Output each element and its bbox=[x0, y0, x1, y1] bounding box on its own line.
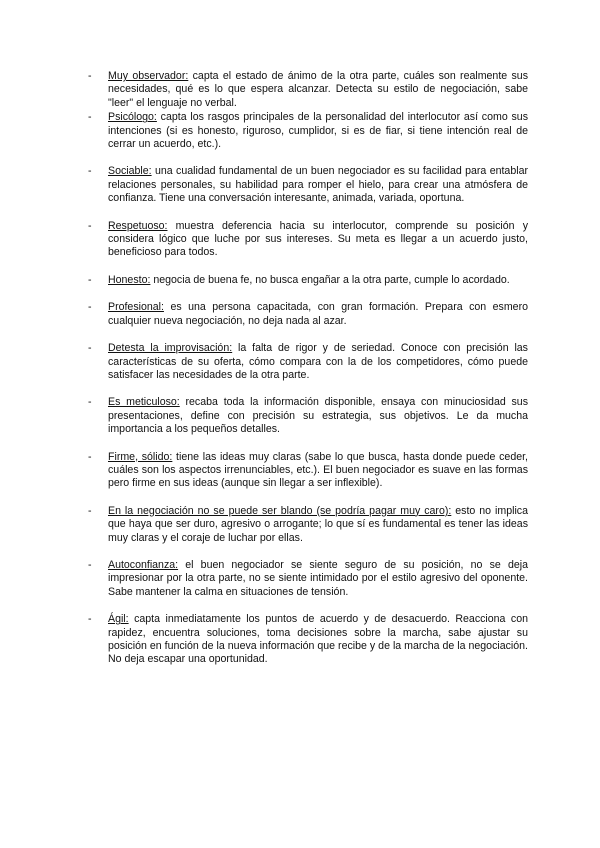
item-term: Es meticuloso: bbox=[108, 396, 180, 409]
list-item bbox=[88, 342, 528, 382]
item-term: Psicólogo: bbox=[108, 111, 157, 124]
item-term: Honesto: bbox=[108, 273, 151, 286]
item-term: Autoconfianza: bbox=[108, 558, 179, 571]
item-text: es una persona capacitada, con gran formación. Prepara con esmero cualquier nueva negociación, no deja nada al azar. bbox=[108, 301, 528, 327]
item-text: esto no implica que haya que ser duro, agresivo o arrogante; lo que sí es fundamental es tener las ideas muy claras y el coraje de luchar por ellas. bbox=[108, 504, 528, 544]
item-text: tiene las ideas muy claras (sabe lo que busca, hasta donde puede ceder, cuáles son los aspectos irrenunciables, etc.). El buen negociador es suave en las formas pero firme en sus ideas (aunque sin llegar a ser inflexible). bbox=[108, 450, 528, 490]
item-term: Detesta la improvisación: bbox=[108, 342, 233, 355]
list-item bbox=[88, 451, 528, 491]
list-item bbox=[88, 396, 528, 436]
item-term: Respetuoso: bbox=[108, 219, 168, 232]
list-item bbox=[88, 220, 528, 260]
item-term: Sociable: bbox=[108, 165, 152, 178]
item-text: negocia de buena fe, no busca engañar a la otra parte, cumple lo acordado. bbox=[150, 273, 510, 286]
item-text: capta el estado de ánimo de la otra parte, cuáles son realmente sus necesidades, qué es lo que espera alcanzar. Detecta su estilo de negociación, sabe "leer" el lenguaje no verbal. bbox=[108, 70, 528, 109]
item-text: el buen negociador se siente seguro de su posición, no se deja impresionar por la otra parte, no se siente intimidado por el estilo agresivo del oponente. Sabe mantener la calma en situaciones de tensión. bbox=[108, 558, 528, 598]
item-text: recaba toda la información disponible, ensaya con minuciosidad sus presentaciones, define con precisión su estrategia, sus objetivos. Le da mucha importancia a los pequeños detalles. bbox=[108, 396, 528, 436]
item-text: la falta de rigor y de seriedad. Conoce con precisión las características de su oferta, cómo compara con la de los competidores, cómo puede satisfacer las necesidades de la otra parte. bbox=[108, 342, 528, 381]
qualities-list bbox=[88, 70, 528, 667]
item-term: Firme, sólido: bbox=[108, 450, 173, 463]
item-text: muestra deferencia hacia su interlocutor, comprende su posición y considera lógico que luche por sus intereses. Su meta es llegar a un acuerdo justo, beneficioso para todos. bbox=[108, 219, 528, 259]
item-term: Profesional: bbox=[108, 301, 164, 314]
item-text: una cualidad fundamental de un buen negociador es su facilidad para entablar relaciones personales, su habilidad para romper el hielo, para crear una atmósfera de confianza. Tiene una conversación interesante, animada, variada, oportuna. bbox=[108, 165, 528, 205]
list-item bbox=[88, 70, 528, 110]
item-term: Ágil: bbox=[108, 613, 129, 626]
list-item bbox=[88, 505, 528, 545]
list-item bbox=[88, 301, 528, 328]
item-term: En la negociación no se puede ser blando (se podría pagar muy caro): bbox=[108, 504, 452, 517]
list-item bbox=[88, 559, 528, 599]
item-text: capta inmediatamente los puntos de acuerdo y de desacuerdo. Reacciona con rapidez, encuentra soluciones, toma decisiones sobre la marcha, sabe ajustar su posición en función de la nueva información que recibe y de la marcha de la negociación. No deja escapar una oportunidad. bbox=[108, 613, 528, 666]
list-item bbox=[88, 274, 528, 287]
list-item bbox=[88, 111, 528, 151]
item-text: capta los rasgos principales de la personalidad del interlocutor así como sus intenciones (si es honesto, riguroso, cumplidor, si es de fiar, si tiene intención real de cerrar un acuerdo, etc.). bbox=[108, 111, 528, 151]
list-item bbox=[88, 613, 528, 667]
item-term: Muy observador: bbox=[108, 70, 189, 82]
list-item bbox=[88, 165, 528, 205]
